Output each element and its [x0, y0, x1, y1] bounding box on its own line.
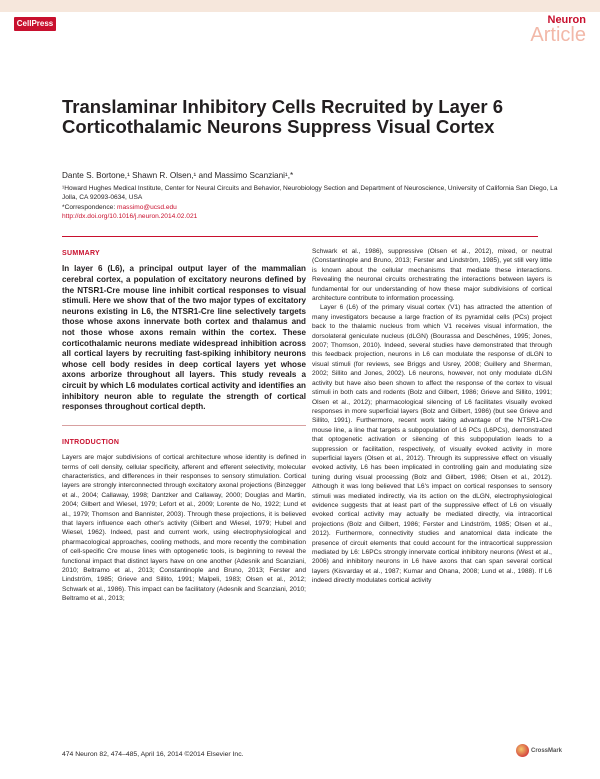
affiliation: ¹Howard Hughes Medical Institute, Center for Neural Circuits and Behavior, Neurobiology Section and Department of Neuroscience, University of California San Diego, La Jolla, CA 92093-0634, USA — [62, 185, 558, 201]
article-title: Translaminar Inhibitory Cells Recruited by Layer 6 Corticothalamic Neurons Suppress Visual Cortex — [62, 96, 504, 137]
correspondence-block — [62, 203, 197, 221]
correspondence-label: *Correspondence: — [62, 204, 116, 211]
introduction-heading: INTRODUCTION — [62, 438, 120, 446]
left-column — [62, 249, 306, 604]
summary-text: In layer 6 (L6), a principal output layer of the mammalian cerebral cortex, a population of excitatory neurons defined by the NTSR1-Cre mouse line inhibit cortical responses to visual stimuli. Here we show that of the two major types of excitatory neurons existing in L6, the NTSR1-Cre line selectively targets those whose axons innervate both cortex and thalamus and not those whose axons remain within the cortex. These corticothalamic neurons mediate widespread inhibition across all cortical layers by recruiting fast-spiking inhibitory neurons whose cell body resides in deep cortical layers yet whose axons arborize throughout all layers. This study reveals a circuit by which L6 modulates cortical activity and identifies an inhibitory neuron able to regulate the strength of cortical responses throughout cortical depth. — [62, 264, 306, 412]
journal-header — [530, 14, 586, 47]
crossmark-icon — [516, 744, 529, 757]
article-type: Article — [530, 24, 586, 46]
doi-link[interactable]: http://dx.doi.org/10.1016/j.neuron.2014.02.021 — [62, 213, 198, 220]
crossmark-badge[interactable] — [516, 744, 562, 757]
header-band — [0, 0, 600, 12]
cellpress-logo: CellPress — [14, 17, 56, 31]
body-paragraph-1: Schwark et al., 1986), suppressive (Olsen et al., 2012), mixed, or neutral (Constantinople and Bruno, 2013; Ferster and Lindström, 1985), yet still very little is known about the cellular mechanisms that mediate these interactions. Revealing the neuronal circuits orchestrating the interactions between layers is fundamental for our understanding of how these major subdivisions of cortical architecture contribute to information processing. — [312, 248, 552, 303]
section-divider — [62, 425, 306, 426]
right-column — [312, 247, 552, 586]
author-list: Dante S. Bortone,¹ Shawn R. Olsen,¹ and Massimo Scanziani¹,* — [62, 171, 294, 180]
summary-heading: SUMMARY — [62, 250, 101, 257]
body-paragraph-2: Layer 6 (L6) of the primary visual cortex (V1) has attracted the attention of many investigators because a large fraction of its pyramidal cells (PCs) project back to the thalamic nucleus from which V1 receives visual information, the dorsolateral geniculate nucleus (dLGN) (Bourassa and Deschênes, 1995; Jones, 2007; Thomson, 2010). Indeed, several studies have demonstrated that through this feedback projection, neurons in L6 can modulate the response of dLGN to visual stimuli (for reviews, see Briggs and Usrey, 2008; Guillery and Sherman, 2002; Sillito and Jones, 2002). L6 neurons, however, not only modulate dLGN activity but have also been shown to affect the response of the cortex to visual stimuli in both cats and rodents (Bolz and Gilbert, 1986; Grieve and Sillito, 1991; Olsen et al., 2012); pharmacological silencing of L6 facilitates visually evoked responses in more superficial layers (Bolz and Gilbert, 1986) (but see Grieve and Sillito, 1991). Furthermore, recent work taking advantage of the NTSR1-Cre mouse line, a line that targets a subpopulation of L6 PCs (L6PCs), demonstrated that optogenetic activation or silencing of this subpopulation leads to a suppression or facilitation, respectively, of visually evoked activity in more superficial layers (Olsen et al., 2012). Through its suppressive effect on visually evoked activity, L6 has been implicated in controlling gain and modulating size tuning during visual processing (Bolz and Gilbert, 1986; Olsen et al., 2012). Although it was long believed that L6's impact on cortical responses to sensory stimuli was mediated indirectly, via its action on the dLGN, electrophysiological evidence suggests that at least part of the suppressive effect of L6 on visually evoked cortical activity may actually be mediated directly, via intracortical projections (Bolz and Gilbert, 1986; Ferster and Lindström, 1985; Olsen et al., 2012). Furthermore, connectivity studies and anatomical data indicate the presence of circuit elements that could account for the intracortical suppression mediated by L6: L6PCs strongly innervate cortical inhibitory neurons (West et al., 2006) and inhibitory neurons in L6 have axons that can span several cortical layers (Kisvarday et al., 1987; Kumar and Ohana, 2008; Lund et al., 1988). If L6 indeed directly modulates cortical activity — [312, 304, 552, 585]
crossmark-label: CrossMark — [531, 747, 563, 754]
correspondence-email[interactable]: massimo@ucsd.edu — [117, 204, 177, 211]
introduction-text: Layers are major subdivisions of cortical architecture whose identity is defined in terms of cell density, cellular specificity, afferent and efferent selectivity, molecular characteristics, and differences in their responses to sensory stimulation. Cortical layers are strongly interconnected through excitatory axonal projections (Binzegger et al., 2004; Callaway, 1998; Dantzker and Callaway, 2000; Douglas and Martin, 2004; Gilbert and Wiesel, 1979; Lefort et al., 2009; Lorente de No, 1922; Lund et al., 1979; Thomson and Bannister, 2003). Through these projections, it is believed that layers influence each other's activity (Gilbert and Wiesel, 1979; Hubel and Wiesel, 1962). Indeed, past and current work, using electrophysiological and pharmacological approaches, cooling methods, and more recently the combination of cell-specific Cre mouse lines with optogenetic tools, is beginning to reveal the functional impact that distinct layers have on one another (Adesnik and Scanziani, 2010; Beltramo et al., 2013; Constantinople and Bruno, 2013; Ferster and Lindström, 1985; Grieve and Sillito, 1991; Malpeli, 1983; Olsen et al., 2012; Schwark et al., 1986). This impact can be facilitatory (Adesnik and Scanziani, 2010; Beltramo et al., 2013; — [62, 454, 306, 603]
header-divider — [62, 236, 538, 237]
page-footer-citation: 474 Neuron 82, 474–485, April 16, 2014 ©2014 Elsevier Inc. — [62, 751, 244, 758]
journal-name: Neuron — [547, 14, 586, 26]
